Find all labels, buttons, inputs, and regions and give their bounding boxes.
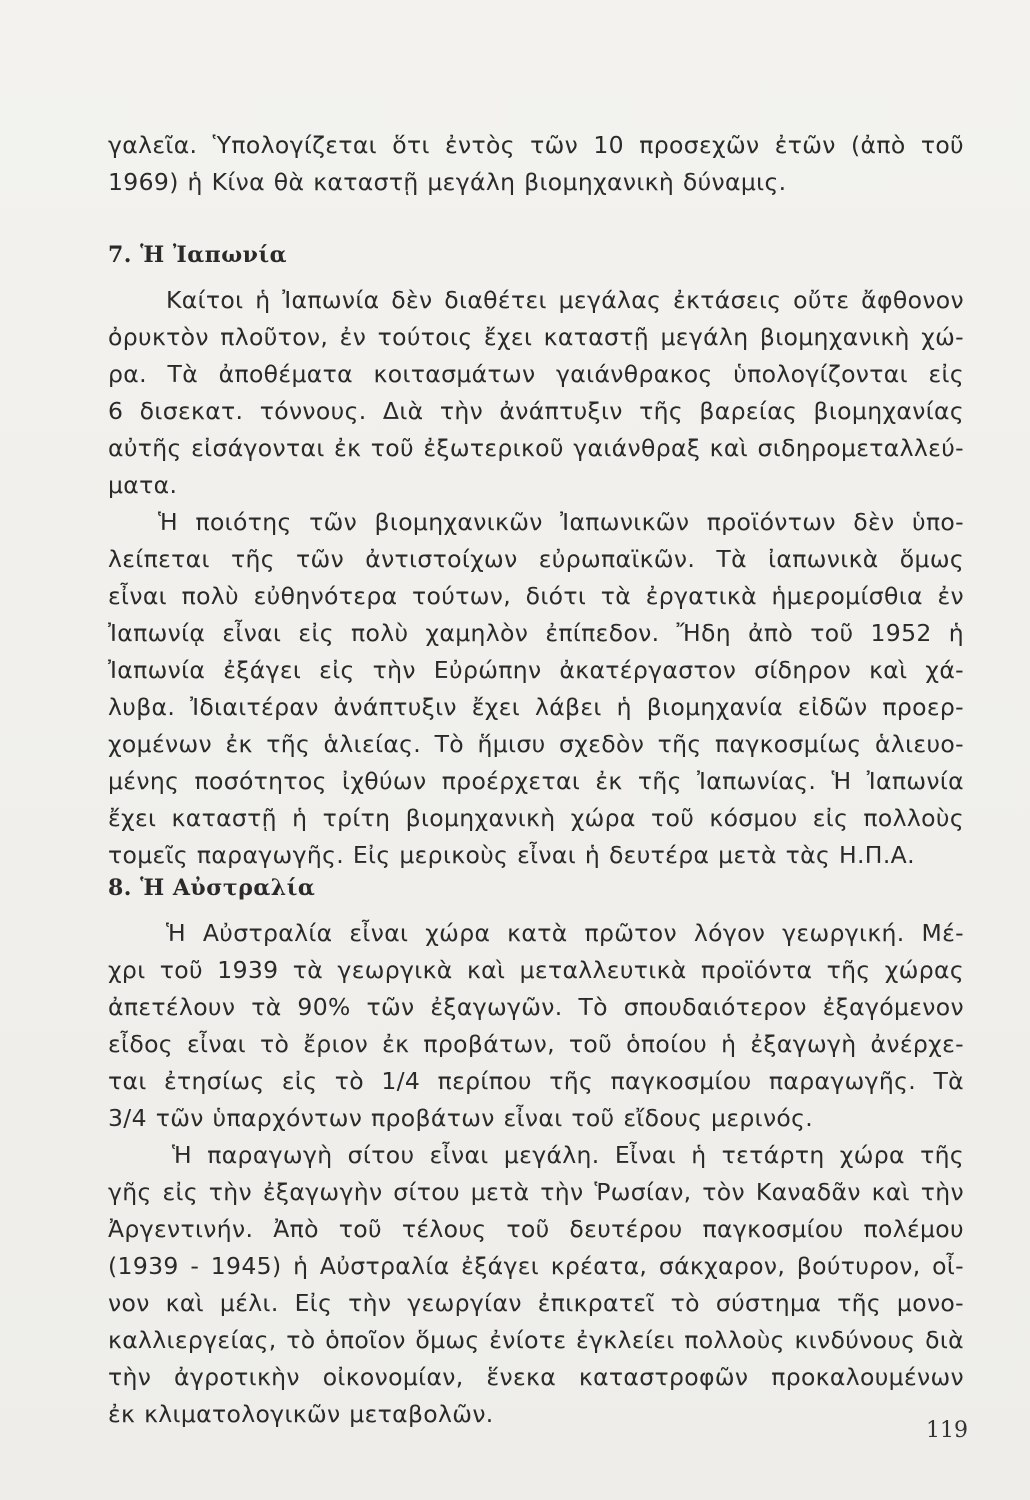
text-line: 3/4 τῶν ὑπαρχόντων προβάτων εἶναι τοῦ εἴδους μερινός. <box>108 1104 814 1132</box>
text-line: τομεῖς παραγωγῆς. Εἰς μερικοὺς εἶναι ἡ δευτέρα μετὰ τὰς Η.Π.Α. <box>108 841 915 869</box>
text-line: καλλιεργείας, τὸ ὁποῖον ὅμως ἐνίοτε ἐγκλείει πολλοὺς κινδύνους διὰ <box>108 1326 964 1354</box>
text-line: Ἡ ποιότης τῶν βιομηχανικῶν Ἰαπωνικῶν προϊόντων δὲν ὑπο- <box>158 508 964 536</box>
page-number: 119 <box>926 1418 968 1443</box>
text-line: (1939 - 1945) ἡ Αὐστραλία ἐξάγει κρέατα, σάκχαρον, βούτυρον, οἶ- <box>108 1252 964 1280</box>
text-line: ματα. <box>108 471 178 499</box>
text-line: εἶδος εἶναι τὸ ἔριον ἐκ προβάτων, τοῦ ὁποίου ἡ ἐξαγωγὴ ἀνέρχε- <box>108 1030 964 1058</box>
text-line: εἶναι πολὺ εὐθηνότερα τούτων, διότι τὰ ἐργατικὰ ἡμερομίσθια ἐν <box>108 582 964 610</box>
text-line: μένης ποσότητος ἰχθύων προέρχεται ἐκ τῆς Ἰαπωνίας. Ἡ Ἰαπωνία <box>108 767 964 795</box>
text-line: Ἀργεντινήν. Ἀπὸ τοῦ τέλους τοῦ δευτέρου παγκοσμίου πολέμου <box>108 1215 964 1243</box>
text-line: ἐκ κλιματολογικῶν μεταβολῶν. <box>108 1400 494 1428</box>
text-line: ἔχει καταστῇ ἡ τρίτη βιομηχανικὴ χώρα τοῦ κόσμου εἰς πολλοὺς <box>108 804 964 832</box>
text-line: λείπεται τῆς τῶν ἀντιστοίχων εὐρωπαϊκῶν. Τὰ ἰαπωνικὰ ὅμως <box>108 545 964 573</box>
text-line: ἀπετέλουν τὰ 90% τῶν ἐξαγωγῶν. Τὸ σπουδαιότερον ἐξαγόμενον <box>108 993 964 1021</box>
text-line: Ἰαπωνίᾳ εἶναι εἰς πολὺ χαμηλὸν ἐπίπεδον. Ἤδη ἀπὸ τοῦ 1952 ἡ <box>108 619 964 647</box>
text-line: 6 δισεκατ. τόννους. Διὰ τὴν ἀνάπτυξιν τῆς βαρείας βιομηχανίας <box>108 397 964 425</box>
text-line: ὀρυκτὸν πλοῦτον, ἐν τούτοις ἔχει καταστῇ μεγάλη βιομηχανικὴ χώ- <box>108 323 964 351</box>
text-line: ται ἐτησίως εἰς τὸ 1/4 περίπου τῆς παγκοσμίου παραγωγῆς. Τὰ <box>108 1067 964 1095</box>
text-line: Ἡ Αὐστραλία εἶναι χώρα κατὰ πρῶτον λόγον γεωργική. Μέ- <box>166 919 964 947</box>
text-line: γαλεῖα. Ὑπολογίζεται ὅτι ἐντὸς τῶν 10 προσεχῶν ἐτῶν (ἀπὸ τοῦ <box>108 131 964 159</box>
text-line: 1969) ἡ Κίνα θὰ καταστῇ μεγάλη βιομηχανικὴ δύναμις. <box>108 168 787 196</box>
text-line: γῆς εἰς τὴν ἐξαγωγὴν σίτου μετὰ τὴν Ῥωσίαν, τὸν Καναδᾶν καὶ τὴν <box>108 1178 964 1206</box>
text-line: χρι τοῦ 1939 τὰ γεωργικὰ καὶ μεταλλευτικὰ προϊόντα τῆς χώρας <box>108 956 964 984</box>
text-line: ρα. Τὰ ἀποθέματα κοιτασμάτων γαιάνθρακος ὑπολογίζονται εἰς <box>108 360 964 388</box>
text-line: Ἰαπωνία ἐξάγει εἰς τὴν Εὐρώπην ἀκατέργαστον σίδηρον καὶ χά- <box>108 656 964 684</box>
text-line: αὐτῆς εἰσάγονται ἐκ τοῦ ἐξωτερικοῦ γαιάνθραξ καὶ σιδηρομεταλλεύ- <box>108 434 964 462</box>
section-heading-japan: 7. Ἡ Ἰαπωνία <box>108 242 288 268</box>
text-line: λυβα. Ἰδιαιτέραν ἀνάπτυξιν ἔχει λάβει ἡ βιομηχανία εἰδῶν προερ- <box>108 693 964 721</box>
text-line: Καίτοι ἡ Ἰαπωνία δὲν διαθέτει μεγάλας ἐκτάσεις οὔτε ἄφθονον <box>166 286 964 314</box>
section-heading-australia: 8. Ἡ Αὐστραλία <box>108 875 316 901</box>
text-line: Ἡ παραγωγὴ σίτου εἶναι μεγάλη. Εἶναι ἡ τετάρτη χώρα τῆς <box>172 1141 964 1169</box>
text-line: τὴν ἀγροτικὴν οἰκονομίαν, ἕνεκα καταστροφῶν προκαλουμένων <box>108 1363 964 1391</box>
text-line: νον καὶ μέλι. Εἰς τὴν γεωργίαν ἐπικρατεῖ τὸ σύστημα τῆς μονο- <box>108 1289 964 1317</box>
text-line: χομένων ἐκ τῆς ἁλιείας. Τὸ ἥμισυ σχεδὸν τῆς παγκοσμίως ἁλιευο- <box>108 730 964 758</box>
